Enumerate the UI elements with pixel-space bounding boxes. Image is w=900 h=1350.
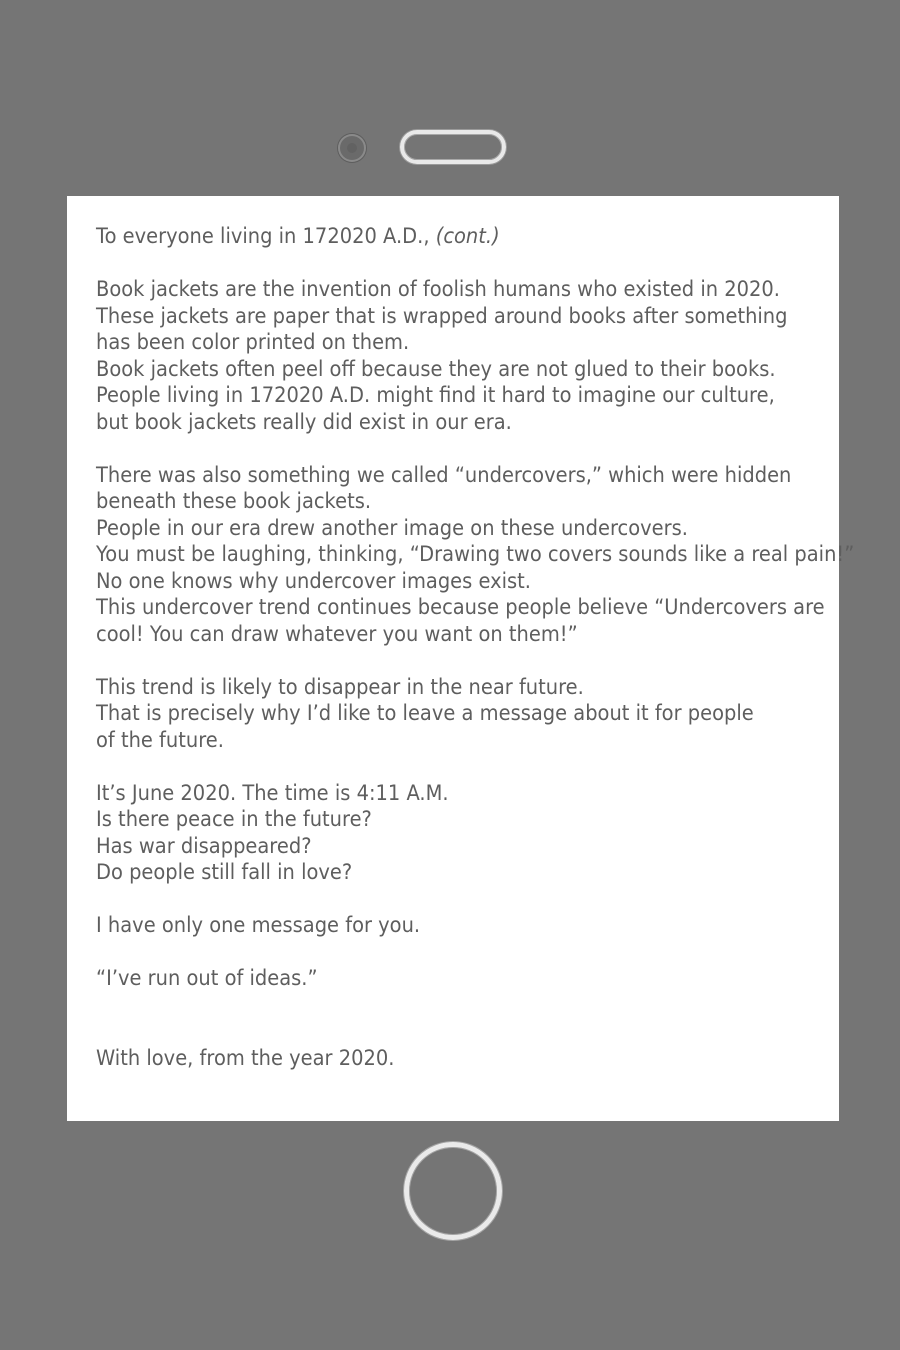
paragraph-line: People in our era drew another image on these undercovers. [96, 515, 688, 541]
greeting-text: To everyone living in 172020 A.D., [96, 224, 430, 249]
paragraph-line: but book jackets really did exist in our era. [96, 409, 512, 435]
paragraph-line: These jackets are paper that is wrapped around books after something [96, 303, 788, 329]
paragraph-line: People living in 172020 A.D. might find it hard to imagine our culture, [96, 383, 775, 408]
phone-screen [67, 196, 855, 1121]
paragraph-line: beneath these book jackets. [96, 489, 372, 514]
paragraph-line: Has war disappeared? [96, 833, 312, 859]
greeting-continued: (cont.) [435, 224, 500, 249]
paragraph-line: of the future. [96, 727, 224, 753]
front-camera-icon [338, 134, 366, 162]
paragraph-line: You must be laughing, thinking, “Drawing two covers sounds like a real pain!” [96, 542, 855, 567]
paragraph-line: cool! You can draw whatever you want on them!” [96, 621, 578, 647]
paragraph-line: Book jackets often peel off because they are not glued to their books. [96, 356, 776, 382]
paragraph-line: Is there peace in the future? [96, 807, 372, 832]
paragraph-line: There was also something we called “undercovers,” which were hidden [96, 462, 792, 488]
paragraph-line: No one knows why undercover images exist. [96, 568, 531, 594]
letter-greeting [96, 224, 762, 251]
signoff-line: With love, from the year 2020. [96, 1045, 395, 1071]
letter-text [96, 224, 855, 1072]
home-button-icon[interactable] [404, 1142, 502, 1240]
speaker-slot-icon [400, 130, 506, 164]
paragraph-line: Book jackets are the invention of foolish humans who existed in 2020. [96, 277, 780, 302]
paragraph-line: This undercover trend continues because people believe “Undercovers are [96, 595, 825, 620]
single-message-line: I have only one message for you. [96, 913, 421, 938]
paragraph-line: This trend is likely to disappear in the near future. [96, 674, 584, 700]
paragraph-line: has been color printed on them. [96, 330, 410, 355]
paragraph-line: That is precisely why I’d like to leave a message about it for people [96, 701, 754, 726]
quote-line: “I’ve run out of ideas.” [96, 966, 318, 991]
paragraph-line: It’s June 2020. The time is 4:11 A.M. [96, 780, 449, 806]
paragraph-line: Do people still fall in love? [96, 860, 353, 885]
